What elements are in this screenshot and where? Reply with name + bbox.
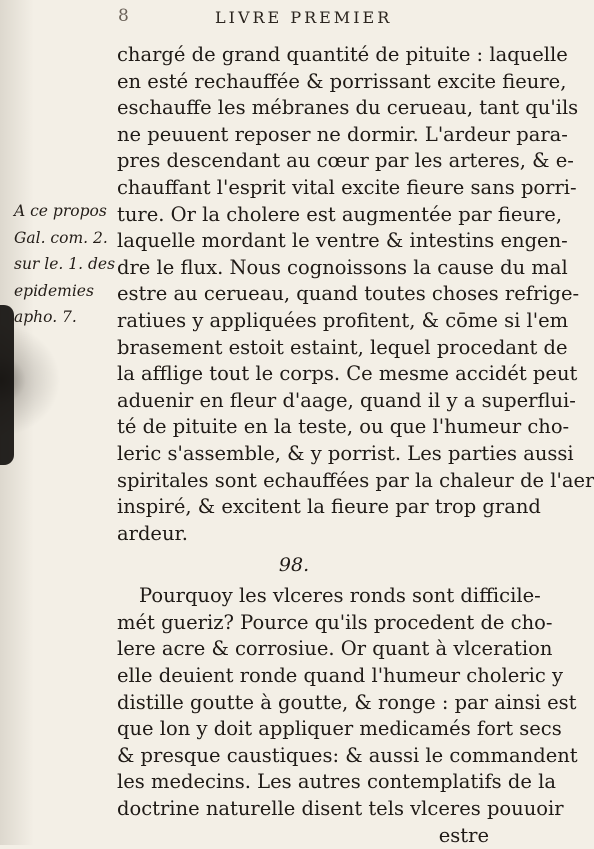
text-line: té de pituite en la teste, ou que l'humeur cho- [117,415,570,439]
main-text-block [117,42,594,849]
text-line: lere acre & corrosiue. Or quant à vlceration [117,637,553,661]
text-line: chargé de grand quantité de pituite : laquelle [117,43,568,66]
page-header [0,6,500,34]
marginal-note-line: Gal. com. 2. [14,228,108,247]
text-line: brasement estoit estaint, lequel procedant de [117,335,568,359]
text-line: ture. Or la cholere est augmentée par fieure, [117,202,563,226]
text-line: spiritales sont echauffées par la chaleur de l'aer [117,468,594,492]
marginal-note-line: A ce propos [14,202,107,220]
folio-number: 8 [118,6,129,26]
text-line: eschauffe les mébranes du cerueau, tant qu'ils [117,96,579,120]
text-line: que lon y doit appliquer medicamés fort secs [117,717,562,741]
marginal-note-line: apho. 7. [14,308,77,327]
text-line: leric s'assemble, & y porrist. Les parties aussi [117,441,574,465]
text-line: aduenir en fleur d'aage, quand il y a superflui- [117,388,576,412]
section-number: 98. [278,554,310,577]
text-line: & presque caustiques: & aussi le commandent [117,743,578,767]
text-line: ratiues y appliquées profitent, & cōme si l'em [117,308,569,332]
text-line: estre au cerueau, quand toutes choses refrige- [117,282,580,306]
marginal-note [14,198,114,331]
text-line: en esté rechauffée & porrissant excite fieure, [117,69,567,93]
text-line: doctrine naturelle disent tels vlceres pouuoir [117,797,564,821]
text-line: pres descendant au cœur par les arteres, & e- [117,149,574,173]
text-line: distille goutte à goutte, & ronge : par ainsi est [117,690,577,714]
text-line: Pourquoy les vlceres ronds sont difficile- [139,584,541,608]
text-line: dre le flux. Nous cognoissons la cause du mal [117,255,568,279]
text-line: mét gueriz? Pource qu'ils procedent de cho- [117,610,553,634]
text-line: la afflige tout le corps. Ce mesme accidét peut [117,362,578,386]
marginal-note-line: sur le. 1. des [14,255,116,274]
running-title: LIVRE PREMIER [215,8,393,27]
text-line: laquelle mordant le ventre & intestins engen- [117,229,568,253]
text-line: ne peuuent reposer ne dormir. L'ardeur para- [117,122,568,146]
text-line: elle deuient ronde quand l'humeur choleric y [117,664,563,688]
text-line: les medecins. Les autres contemplatifs de la [117,770,556,794]
text-line: ardeur. [117,521,188,545]
binding-shadow [0,305,14,465]
text-line: chauffant l'esprit vital excite fieure sans porri- [117,175,577,199]
catchword: estre [438,823,489,847]
text-line: inspiré, & excitent la fieure par trop grand [117,495,541,519]
marginal-note-line: epidemies [14,281,94,300]
